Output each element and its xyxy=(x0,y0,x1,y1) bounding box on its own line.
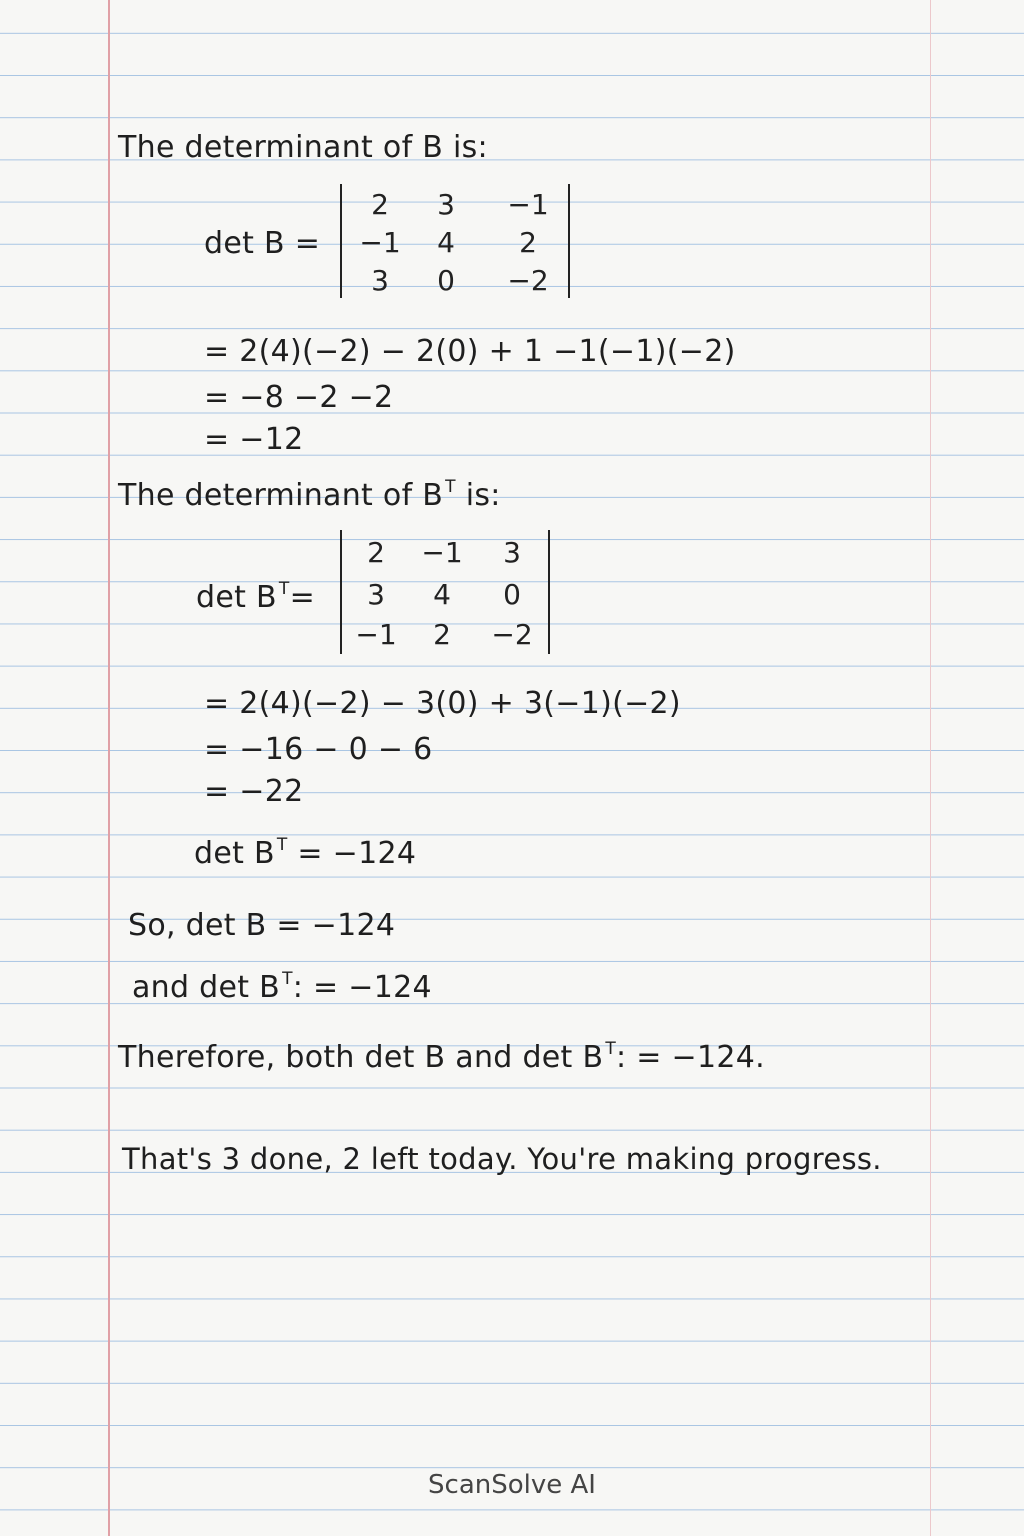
summary-line-2-tail: : = −124 xyxy=(292,970,432,1005)
det-bt-label-tail: = xyxy=(289,580,316,615)
matrix-b xyxy=(340,184,570,298)
matrix-bt-cell: 0 xyxy=(503,578,521,611)
det-bt-result-text: det B xyxy=(194,836,275,871)
section-bt-intro-text: The determinant of B xyxy=(118,478,444,513)
matrix-bt-cell: 2 xyxy=(367,536,385,569)
transpose-superscript: T xyxy=(282,969,293,989)
matrix-bt-cell: 3 xyxy=(367,578,385,611)
matrix-bt-cell: 3 xyxy=(503,536,521,569)
summary-line-1: So, det B = −124 xyxy=(128,908,396,943)
transpose-superscript: T xyxy=(276,835,288,855)
matrix-bt-cell: −1 xyxy=(355,618,397,651)
summary-line-3-tail: : = −124. xyxy=(616,1040,765,1075)
matrix-b-cell: −1 xyxy=(359,226,401,259)
encouragement-message: That's 3 done, 2 left today. You're making progress. xyxy=(122,1142,882,1176)
matrix-bt xyxy=(340,530,550,654)
matrix-b-cell: 3 xyxy=(371,264,389,297)
summary-line-3-text: Therefore, both det B and det B xyxy=(118,1040,604,1075)
section-b-step-1: = 2(4)(−2) − 2(0) + 1 −1(−1)(−2) xyxy=(204,334,736,369)
section-b-step-2: = −8 −2 −2 xyxy=(204,380,394,415)
section-bt-step-3: = −22 xyxy=(204,774,304,809)
matrix-bt-cell: 4 xyxy=(433,578,451,611)
matrix-b-cell: −2 xyxy=(507,264,549,297)
section-bt-intro xyxy=(118,478,501,513)
section-b-intro: The determinant of B is: xyxy=(118,130,488,165)
section-bt-step-1: = 2(4)(−2) − 3(0) + 3(−1)(−2) xyxy=(204,686,681,721)
section-bt-intro-tail: is: xyxy=(455,478,501,513)
matrix-bt-cell: −2 xyxy=(491,618,533,651)
matrix-b-cell: −1 xyxy=(507,188,549,221)
matrix-b-cell: 2 xyxy=(371,188,389,221)
matrix-bt-cell: 2 xyxy=(433,618,451,651)
matrix-b-cell: 0 xyxy=(437,264,455,297)
matrix-b-cell: 3 xyxy=(437,188,455,221)
matrix-bt-cell: −1 xyxy=(421,536,463,569)
right-margin-line xyxy=(930,0,931,1536)
summary-line-3 xyxy=(118,1040,765,1075)
det-bt-result xyxy=(194,836,416,871)
det-b-label: det B = xyxy=(204,226,321,261)
section-b-step-3: = −12 xyxy=(204,422,304,457)
transpose-superscript: T xyxy=(605,1039,617,1059)
det-bt-label xyxy=(196,580,315,615)
matrix-b-cell: 2 xyxy=(519,226,537,259)
summary-line-2 xyxy=(132,970,432,1005)
det-bt-result-tail: = −124 xyxy=(287,836,417,871)
left-margin-line xyxy=(108,0,110,1536)
section-bt-step-2: = −16 − 0 − 6 xyxy=(204,732,433,767)
det-bt-label-text: det B xyxy=(196,580,277,615)
transpose-superscript: T xyxy=(445,477,456,497)
footer-brand: ScanSolve AI xyxy=(428,1470,596,1500)
transpose-superscript: T xyxy=(278,579,290,599)
summary-line-2-text: and det B xyxy=(132,970,281,1005)
matrix-b-cell: 4 xyxy=(437,226,455,259)
